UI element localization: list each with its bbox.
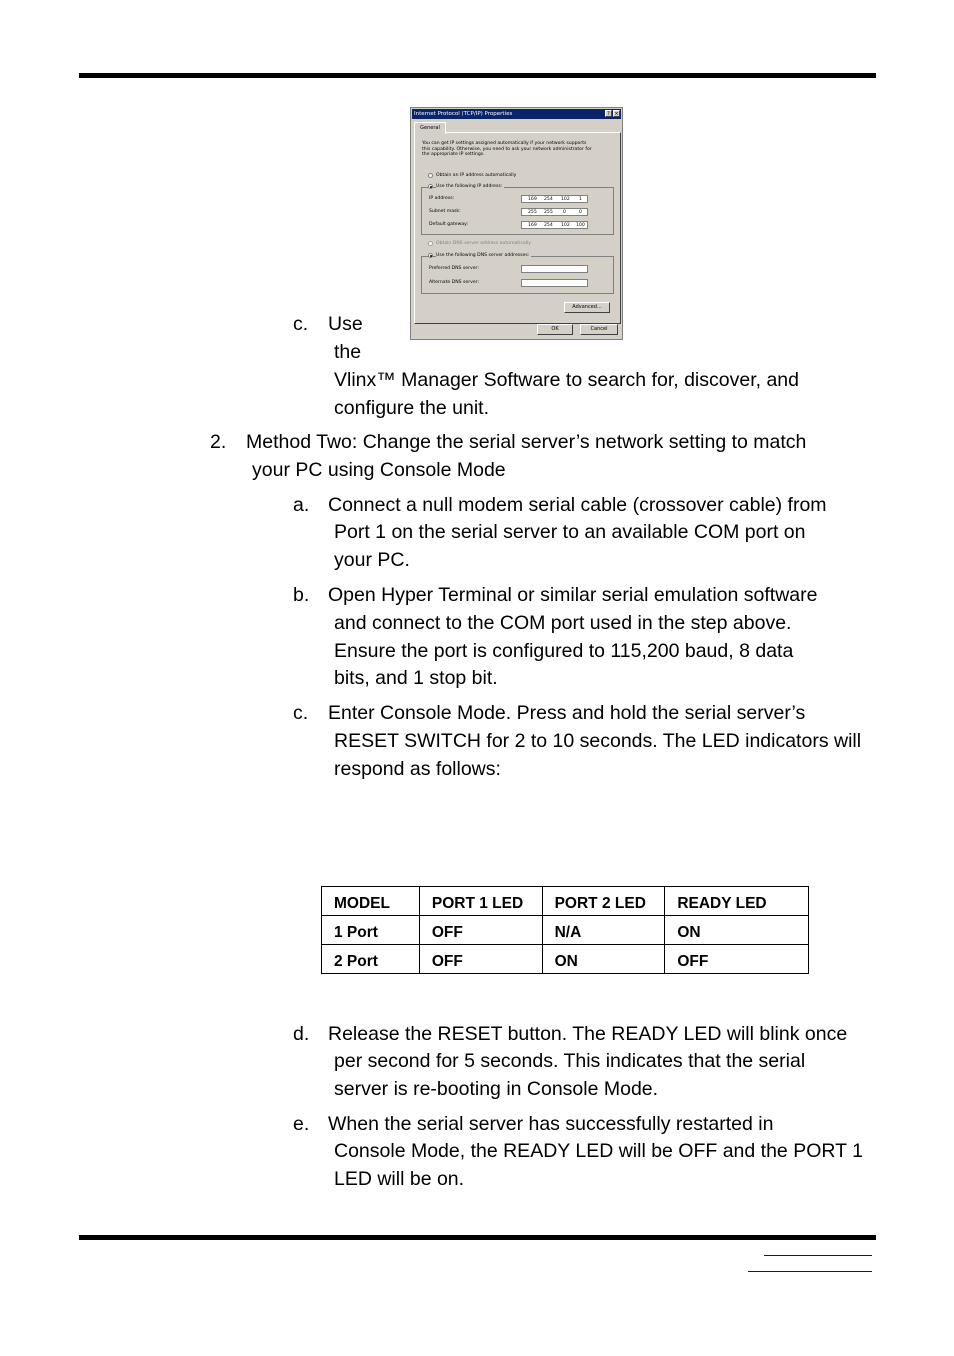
footer-link-2[interactable] (748, 1271, 872, 1272)
step-b-line-2: and connect to the COM port used in the step above. (334, 612, 792, 634)
auto-dns-radio[interactable] (428, 241, 433, 246)
ip-address-label: IP address: (429, 196, 455, 201)
cancel-button[interactable]: Cancel (580, 324, 618, 335)
step-e-line-1: When the serial server has successfully restarted in (328, 1113, 774, 1135)
table-header-row (322, 887, 809, 916)
table-cell: 1 Port (322, 916, 420, 945)
subnet-mask-label: Subnet mask: (429, 209, 461, 214)
tcpip-properties-dialog (410, 107, 623, 340)
table-header-cell: MODEL (322, 887, 420, 916)
alternate-dns-field[interactable] (521, 279, 588, 287)
alternate-dns-label: Alternate DNS server: (429, 280, 480, 285)
table-row (322, 916, 809, 945)
intro-line-1: You can get IP settings assigned automatically if your network supports (422, 141, 587, 146)
table-cell: 2 Port (322, 945, 420, 974)
subnet-mask-field[interactable]: 255 255 0 0 (521, 208, 588, 216)
step-c1-label: c. (293, 313, 309, 335)
step-c2-line-2: RESET SWITCH for 2 to 10 seconds. The LED indicators will (334, 730, 862, 752)
header-rule (79, 73, 876, 78)
step-b-line-3: Ensure the port is configured to 115,200 baud, 8 data (334, 640, 794, 662)
dns-group (421, 256, 614, 294)
table-header-cell: PORT 1 LED (419, 887, 542, 916)
intro-line-2: this capability. Otherwise, you need to ask your network administrator for (422, 146, 592, 152)
auto-dns-label: Obtain DNS server address automatically (436, 241, 531, 246)
default-gateway-field[interactable]: 169 254 102 100 (521, 221, 588, 229)
help-icon[interactable]: ? (605, 110, 612, 117)
step-c1-line-1: Use (328, 313, 363, 335)
intro-line-3: the appropriate IP settings. (422, 152, 485, 157)
table-cell: OFF (419, 945, 542, 974)
step-2-label: 2. (210, 431, 227, 453)
step-d-label: d. (293, 1023, 310, 1045)
preferred-dns-label: Preferred DNS server: (429, 266, 479, 271)
table-cell: ON (542, 945, 665, 974)
step-d-line-3: server is re-booting in Console Mode. (334, 1078, 659, 1100)
table-cell: N/A (542, 916, 665, 945)
step-2-line-1: Method Two: Change the serial server’s network setting to match (246, 431, 807, 453)
table-cell: OFF (419, 916, 542, 945)
step-e-label: e. (293, 1113, 310, 1135)
ip-address-field[interactable]: 169 254 102 1 (521, 195, 588, 203)
step-b-label: b. (293, 584, 310, 606)
default-gateway-label: Default gateway: (429, 222, 469, 227)
advanced-button[interactable]: Advanced... (564, 302, 610, 313)
ok-button[interactable]: OK (537, 324, 573, 335)
step-c2-line-3: respond as follows: (334, 758, 501, 780)
auto-ip-radio[interactable] (428, 173, 433, 178)
manual-ip-radio[interactable] (428, 184, 433, 189)
close-icon[interactable]: × (614, 111, 619, 117)
step-a-line-2: Port 1 on the serial server to an available COM port on (334, 521, 806, 543)
step-a-line-3: your PC. (334, 549, 410, 571)
step-c1-line-2: the (334, 341, 362, 363)
step-d-line-1: Release the RESET button. The READY LED will blink once (328, 1023, 848, 1045)
dialog-title: Internet Protocol (TCP/IP) Properties (412, 109, 621, 119)
table-header-cell: READY LED (665, 887, 809, 916)
step-c1-line-3: Vlinx™ Manager Software to search for, discover, and (334, 369, 799, 391)
table-cell: OFF (665, 945, 809, 974)
manual-dns-label: Use the following DNS server addresses: (436, 253, 530, 258)
manual-ip-label: Use the following IP address: (436, 184, 503, 189)
preferred-dns-field[interactable] (521, 265, 588, 273)
step-c1-line-4: configure the unit. (334, 397, 490, 419)
tab-general[interactable]: General (414, 122, 446, 134)
table-row (322, 945, 809, 974)
manual-dns-radio[interactable] (428, 253, 433, 258)
footer-link-1[interactable] (764, 1255, 872, 1256)
step-a-label: a. (293, 494, 310, 516)
table-cell: ON (665, 916, 809, 945)
step-e-line-2: Console Mode, the READY LED will be OFF and the PORT 1 (334, 1140, 863, 1162)
led-table (321, 886, 809, 974)
step-2-line-2: your PC using Console Mode (252, 459, 506, 481)
step-e-line-3: LED will be on. (334, 1168, 465, 1190)
step-c2-label: c. (293, 702, 309, 724)
step-b-line-4: bits, and 1 stop bit. (334, 667, 498, 689)
step-b-line-1: Open Hyper Terminal or similar serial emulation software (328, 584, 818, 606)
step-a-line-1: Connect a null modem serial cable (crossover cable) from (328, 494, 827, 516)
auto-ip-label: Obtain an IP address automatically (436, 173, 517, 178)
step-c2-line-1: Enter Console Mode. Press and hold the serial server’s (328, 702, 806, 724)
table-header-cell: PORT 2 LED (542, 887, 665, 916)
footer-rule (79, 1235, 876, 1240)
step-d-line-2: per second for 5 seconds. This indicates that the serial (334, 1050, 806, 1072)
